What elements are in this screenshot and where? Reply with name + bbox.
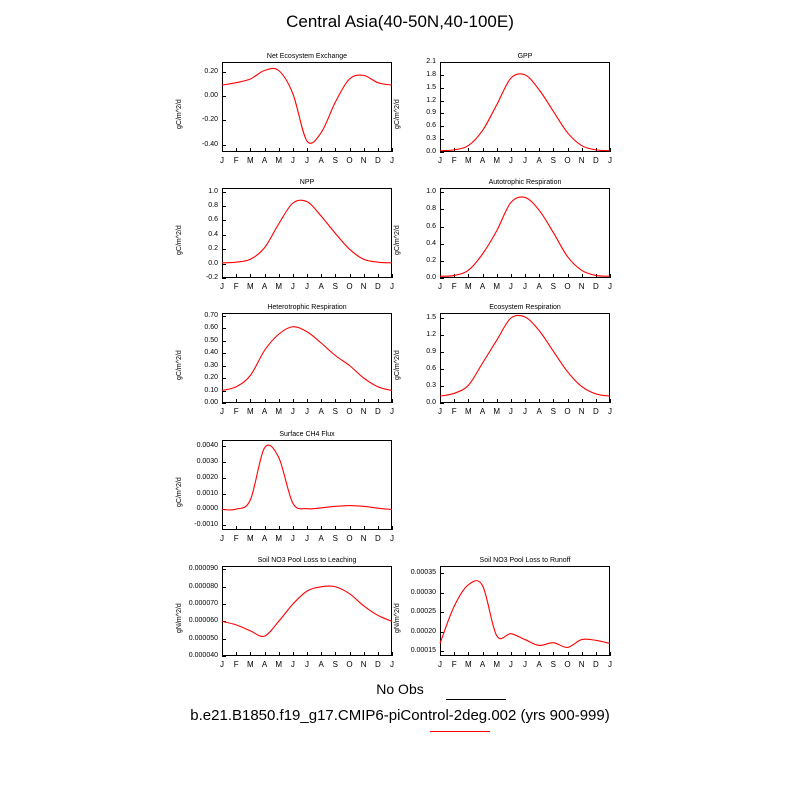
x-tick-label: O — [564, 407, 571, 416]
x-tick-label: N — [578, 282, 585, 291]
x-tick-label: F — [233, 534, 239, 543]
y-tick-label: 0.9 — [426, 347, 436, 355]
x-tick-label: J — [220, 156, 224, 165]
x-tick-label: D — [592, 660, 599, 669]
y-tick-label: 0.00 — [204, 399, 218, 406]
x-tick-label: S — [332, 660, 338, 669]
x-tick-label: S — [332, 156, 338, 165]
x-tick-label: J — [220, 534, 224, 543]
x-tick-label: M — [275, 156, 282, 165]
x-tick-label: A — [479, 282, 486, 291]
y-tick-label: 1.5 — [426, 83, 436, 91]
page-title: Central Asia(40-50N,40-100E) — [286, 12, 514, 31]
x-tick-label: J — [608, 660, 612, 669]
x-tick-label: M — [275, 534, 282, 543]
x-tick-label: M — [493, 282, 500, 291]
x-tick-mark — [392, 148, 393, 152]
x-tick-label: J — [290, 156, 295, 165]
x-tick-label: J — [390, 660, 394, 669]
chart-panel — [394, 556, 612, 676]
y-tick-label: 1.2 — [426, 330, 436, 338]
y-tick-label: 0.8 — [208, 202, 218, 209]
y-tick-label: 1.8 — [426, 70, 436, 78]
x-tick-label: S — [550, 282, 556, 291]
x-tick-label: J — [305, 534, 309, 543]
y-tick-label: -0.2 — [205, 274, 218, 281]
x-tick-label: J — [220, 660, 224, 669]
chart-title: Surface CH4 Flux — [279, 431, 335, 438]
y-tick-mark — [440, 278, 444, 279]
y-axis-label: gN/m^2/d — [394, 603, 401, 633]
chart-title: Soil NO3 Pool Loss to Runoff — [479, 557, 571, 564]
x-tick-label: A — [318, 534, 324, 543]
y-tick-label: 0.000090 — [188, 565, 218, 573]
x-tick-label: F — [451, 407, 457, 416]
x-tick-label: D — [592, 407, 599, 416]
y-tick-label: 0.60 — [204, 324, 218, 331]
x-tick-mark — [392, 526, 393, 530]
y-tick-label: 0.0010 — [196, 489, 218, 497]
series-layer — [440, 188, 610, 278]
x-tick-label: O — [346, 534, 353, 543]
x-tick-label: A — [318, 282, 324, 291]
x-tick-label: M — [493, 407, 500, 416]
series-layer — [222, 566, 392, 656]
x-tick-label: A — [536, 282, 542, 291]
series-layer — [440, 313, 610, 403]
x-tick-label: J — [290, 660, 295, 669]
x-tick-mark — [392, 399, 393, 403]
x-tick-mark — [610, 148, 611, 152]
x-tick-label: M — [464, 156, 472, 165]
x-tick-label: J — [608, 407, 612, 416]
chart-title: GPP — [517, 53, 533, 60]
y-tick-label: 0.6 — [426, 222, 436, 230]
series-line — [440, 74, 610, 151]
chart-panel — [176, 303, 394, 423]
plot-area — [394, 313, 612, 416]
x-tick-label: A — [318, 407, 324, 416]
x-tick-label: M — [493, 660, 500, 669]
series-layer — [222, 62, 392, 152]
x-tick-label: D — [592, 282, 599, 291]
plot-area — [176, 62, 394, 165]
y-tick-label: 1.0 — [426, 188, 436, 196]
series-line — [440, 581, 610, 648]
y-tick-label: -0.20 — [202, 116, 218, 124]
plot-area — [176, 311, 394, 416]
x-tick-mark — [392, 274, 393, 278]
y-tick-label: 0.3 — [426, 381, 436, 389]
x-tick-label: F — [451, 660, 457, 669]
y-tick-mark — [222, 656, 226, 657]
y-tick-label: 0.00020 — [410, 627, 436, 635]
y-tick-label: 0.6 — [426, 122, 436, 130]
series-line — [222, 68, 392, 143]
x-tick-label: D — [592, 156, 599, 165]
x-tick-label: N — [360, 407, 367, 416]
y-tick-label: 0.70 — [204, 311, 218, 319]
x-tick-label: D — [374, 660, 381, 669]
plot-area — [394, 188, 612, 291]
x-tick-label: J — [438, 660, 442, 669]
x-tick-label: N — [578, 660, 585, 669]
x-tick-label: M — [246, 282, 254, 291]
y-axis-label: gN/m^2/d — [176, 603, 183, 633]
x-tick-label: N — [360, 156, 367, 165]
x-tick-label: A — [261, 534, 268, 543]
model-legend-label: b.e21.B1850.f19_g17.CMIP6-piControl-2deg.002 (yrs 900-999) — [190, 707, 610, 724]
x-tick-label: A — [479, 660, 486, 669]
x-tick-mark — [610, 652, 611, 656]
x-tick-label: M — [464, 660, 472, 669]
x-tick-label: J — [390, 156, 394, 165]
x-tick-label: J — [220, 282, 224, 291]
y-tick-label: 0.00025 — [410, 608, 436, 616]
x-tick-label: J — [390, 282, 394, 291]
x-tick-label: F — [233, 407, 239, 416]
x-tick-label: J — [390, 407, 394, 416]
x-tick-label: J — [523, 282, 527, 291]
x-tick-label: M — [246, 660, 254, 669]
series-layer — [222, 313, 392, 403]
y-tick-label: 0.20 — [204, 67, 218, 75]
x-tick-label: A — [261, 156, 268, 165]
x-tick-label: A — [261, 282, 268, 291]
x-tick-label: J — [390, 534, 394, 543]
x-tick-label: F — [233, 156, 239, 165]
x-tick-label: A — [479, 156, 486, 165]
y-axis-label: gC/m^2/d — [176, 477, 183, 507]
chart-title: Soil NO3 Pool Loss to Leaching — [257, 557, 357, 564]
y-tick-label: 0.000060 — [188, 617, 218, 625]
x-tick-label: A — [261, 407, 268, 416]
x-tick-label: A — [479, 407, 486, 416]
x-tick-label: J — [305, 156, 309, 165]
x-tick-label: M — [246, 534, 254, 543]
x-tick-label: J — [523, 660, 527, 669]
chart-title: NPP — [299, 179, 315, 186]
y-tick-label: 0.4 — [208, 230, 218, 238]
x-tick-label: A — [536, 407, 542, 416]
x-tick-label: J — [508, 282, 513, 291]
x-tick-label: A — [536, 660, 542, 669]
series-line — [440, 197, 610, 276]
chart-panel — [394, 303, 612, 423]
x-tick-label: J — [608, 156, 612, 165]
series-layer — [222, 440, 392, 530]
x-tick-label: D — [374, 407, 381, 416]
x-tick-label: N — [360, 660, 367, 669]
y-tick-label: 0.0 — [208, 259, 218, 267]
series-line — [222, 327, 392, 391]
x-tick-label: S — [332, 407, 338, 416]
y-tick-label: 0.50 — [204, 336, 218, 344]
y-tick-label: 0.8 — [426, 205, 436, 213]
x-tick-label: D — [374, 282, 381, 291]
y-tick-label: 0.6 — [426, 364, 436, 372]
plot-area — [176, 565, 394, 669]
x-tick-label: O — [564, 282, 571, 291]
y-tick-label: 0.000070 — [188, 600, 218, 608]
x-tick-label: S — [332, 282, 338, 291]
y-tick-label: 0.0 — [426, 274, 436, 281]
x-tick-label: A — [318, 660, 324, 669]
y-tick-label: -0.40 — [202, 140, 218, 148]
x-tick-label: J — [290, 407, 295, 416]
chart-panel — [394, 52, 612, 172]
y-tick-label: 0.000050 — [188, 634, 218, 642]
x-tick-label: D — [374, 534, 381, 543]
y-tick-label: 1.0 — [208, 187, 218, 195]
x-tick-label: J — [523, 156, 527, 165]
y-tick-label: 2.1 — [426, 58, 436, 65]
y-tick-mark — [222, 278, 226, 279]
y-tick-label: 0.000080 — [188, 582, 218, 590]
series-line — [440, 315, 610, 396]
y-tick-mark — [440, 152, 444, 153]
y-tick-mark — [222, 403, 226, 404]
x-tick-label: J — [438, 156, 442, 165]
x-tick-label: S — [550, 156, 556, 165]
x-tick-label: D — [374, 156, 381, 165]
y-tick-label: 0.000040 — [188, 652, 218, 659]
x-tick-label: J — [608, 282, 612, 291]
y-tick-label: 0.4 — [426, 239, 436, 247]
x-tick-label: S — [550, 660, 556, 669]
y-tick-label: 0.00015 — [410, 647, 436, 655]
y-tick-label: 1.2 — [426, 96, 436, 104]
x-tick-label: F — [451, 156, 457, 165]
x-tick-label: A — [318, 156, 324, 165]
series-layer — [440, 566, 610, 656]
y-tick-label: 0.0 — [426, 148, 436, 155]
x-tick-label: A — [536, 156, 542, 165]
x-tick-label: J — [305, 282, 309, 291]
x-tick-label: J — [438, 282, 442, 291]
x-tick-label: M — [275, 282, 282, 291]
y-axis-label: gC/m^2/d — [394, 225, 401, 255]
y-tick-label: 0.20 — [204, 374, 218, 381]
x-tick-label: N — [360, 534, 367, 543]
x-tick-label: N — [578, 407, 585, 416]
chart-panel — [176, 430, 394, 550]
x-tick-mark — [610, 399, 611, 403]
x-tick-label: J — [508, 407, 513, 416]
y-tick-label: 0.40 — [204, 349, 218, 356]
x-tick-label: M — [246, 156, 254, 165]
y-tick-label: 0.00030 — [410, 588, 436, 596]
x-tick-label: J — [305, 660, 309, 669]
x-tick-label: J — [523, 407, 527, 416]
no-obs-underline — [446, 699, 506, 700]
y-tick-label: 0.2 — [426, 256, 436, 264]
x-tick-label: M — [246, 407, 254, 416]
chart-panel — [394, 178, 612, 298]
chart-title: Heterotrophic Respiration — [267, 304, 347, 311]
y-tick-label: -0.0010 — [194, 521, 218, 529]
x-tick-label: M — [275, 407, 282, 416]
series-line — [222, 586, 392, 636]
x-tick-label: O — [346, 660, 353, 669]
chart-title: Ecosystem Respiration — [489, 304, 561, 311]
y-tick-label: 0.6 — [208, 216, 218, 224]
x-tick-label: F — [233, 660, 239, 669]
x-tick-label: J — [220, 407, 224, 416]
series-layer — [222, 188, 392, 278]
x-tick-label: O — [564, 156, 571, 165]
y-tick-label: 1.5 — [426, 313, 436, 321]
y-tick-label: 0.0030 — [196, 458, 218, 466]
x-tick-label: J — [290, 534, 295, 543]
y-tick-label: 0.10 — [204, 386, 218, 394]
series-line — [222, 200, 392, 263]
y-axis-label: gC/m^2/d — [176, 350, 183, 380]
x-tick-label: N — [578, 156, 585, 165]
plot-area — [176, 440, 394, 543]
x-tick-label: O — [346, 156, 353, 165]
x-tick-label: O — [346, 282, 353, 291]
x-tick-label: J — [438, 407, 442, 416]
y-tick-label: 0.0 — [426, 399, 436, 406]
y-tick-label: 0.0000 — [196, 505, 218, 513]
y-tick-label: 0.0020 — [196, 473, 218, 481]
x-tick-label: O — [564, 660, 571, 669]
x-tick-label: J — [508, 660, 513, 669]
x-tick-mark — [610, 274, 611, 278]
y-tick-label: 0.9 — [426, 109, 436, 117]
y-tick-label: 0.00 — [204, 92, 218, 100]
x-tick-label: F — [233, 282, 239, 291]
x-tick-label: F — [451, 282, 457, 291]
y-tick-label: 0.0040 — [196, 442, 218, 450]
x-tick-label: A — [261, 660, 268, 669]
y-tick-label: 0.3 — [426, 135, 436, 143]
x-tick-label: M — [493, 156, 500, 165]
x-tick-label: S — [332, 534, 338, 543]
chart-panel — [176, 178, 394, 298]
x-tick-label: N — [360, 282, 367, 291]
x-tick-label: J — [290, 282, 295, 291]
x-tick-mark — [392, 652, 393, 656]
y-axis-label: gC/m^2/d — [394, 350, 401, 380]
y-tick-label: 0.00035 — [410, 569, 436, 577]
y-tick-label: 0.30 — [204, 361, 218, 369]
y-axis-label: gC/m^2/d — [176, 225, 183, 255]
plot-area — [394, 58, 612, 165]
y-tick-mark — [440, 403, 444, 404]
plot-area — [176, 187, 394, 291]
x-tick-label: M — [464, 407, 472, 416]
no-obs-label: No Obs — [376, 681, 424, 697]
x-tick-label: M — [275, 660, 282, 669]
plot-area — [394, 566, 612, 669]
chart-panel — [176, 52, 394, 172]
x-tick-label: O — [346, 407, 353, 416]
y-axis-label: gC/m^2/d — [394, 99, 401, 129]
chart-title: Autotrophic Respiration — [488, 179, 562, 186]
x-tick-label: J — [508, 156, 513, 165]
x-tick-label: J — [305, 407, 309, 416]
model-legend-color-line — [430, 731, 490, 732]
series-layer — [440, 62, 610, 152]
x-tick-label: M — [464, 282, 472, 291]
series-line — [222, 445, 392, 510]
y-axis-label: gC/m^2/d — [176, 99, 183, 129]
chart-panel — [176, 556, 394, 676]
x-tick-label: S — [550, 407, 556, 416]
chart-title: Net Ecosystem Exchange — [266, 53, 348, 60]
y-tick-label: 0.2 — [208, 245, 218, 253]
